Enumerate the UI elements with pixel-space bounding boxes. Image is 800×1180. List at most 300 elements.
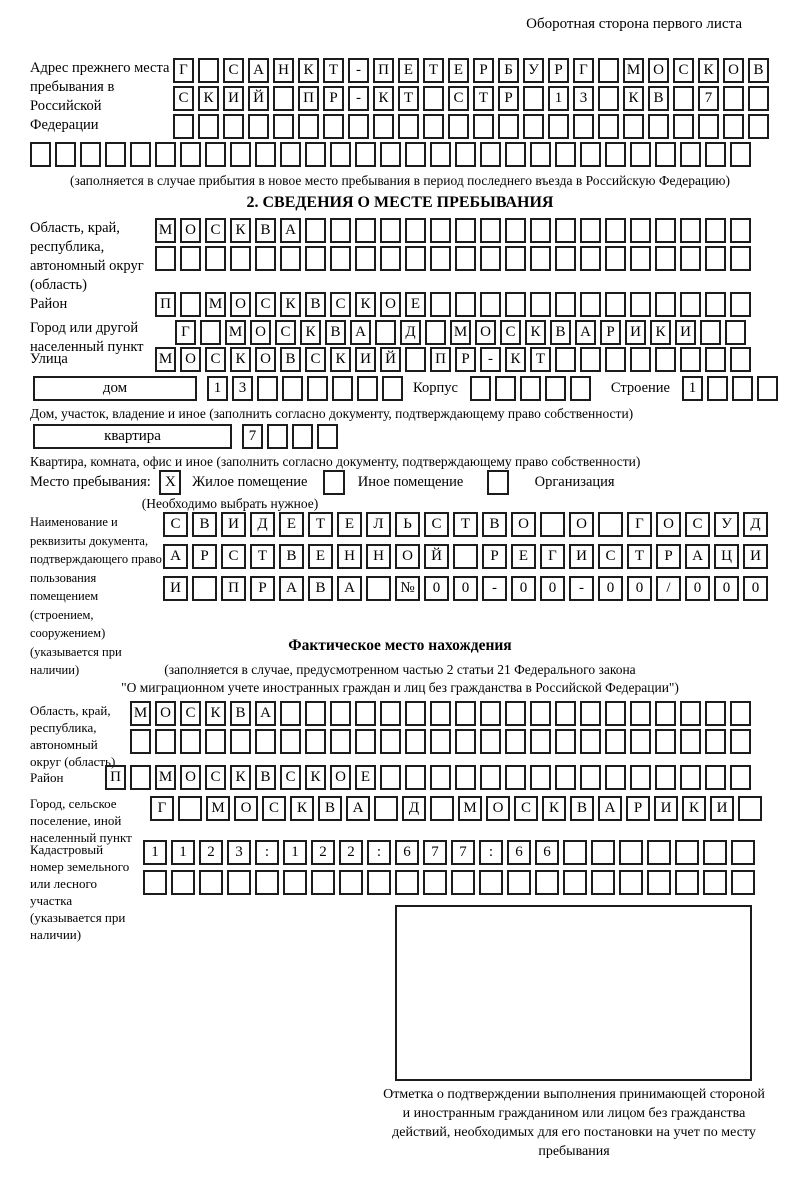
char-cell: В <box>305 292 326 317</box>
char-cell: К <box>650 320 671 345</box>
char-cell <box>730 347 751 372</box>
char-cell: К <box>542 796 566 821</box>
char-cell: М <box>130 701 151 726</box>
char-cell: В <box>255 765 276 790</box>
char-cell <box>675 870 699 895</box>
char-cell: А <box>685 544 710 569</box>
char-cell: 0 <box>714 576 739 601</box>
char-cell <box>375 320 396 345</box>
char-cell: О <box>723 58 744 83</box>
cadastral-rows <box>143 840 759 900</box>
char-cell: У <box>714 512 739 537</box>
char-cell <box>623 114 644 139</box>
char-cell: М <box>225 320 246 345</box>
confirmation-caption: Отметка о подтверждении выполнения принимающей стороной и иностранным гражданином или лицом без гражданства действий, необходимых для его постановки на учет по месту пребывания <box>383 1087 765 1159</box>
char-cell: А <box>279 576 304 601</box>
char-cell: К <box>698 58 719 83</box>
char-cell <box>257 376 278 401</box>
char-cell: О <box>155 701 176 726</box>
char-cell: В <box>748 58 769 83</box>
char-cell <box>317 424 338 449</box>
char-cell: А <box>598 796 622 821</box>
char-cell: П <box>430 347 451 372</box>
actual-note-2: "О миграционном учете иностранных граждан и лиц без гражданства в Российской Федерации") <box>121 680 679 695</box>
char-cell <box>655 292 676 317</box>
char-cell <box>505 218 526 243</box>
char-cell <box>580 701 601 726</box>
char-cell: Т <box>453 512 478 537</box>
char-row <box>155 246 755 271</box>
char-cell <box>255 142 276 167</box>
char-cell <box>367 870 391 895</box>
korpus-label: Корпус <box>413 380 458 396</box>
char-cell <box>530 701 551 726</box>
char-cell <box>480 701 501 726</box>
char-cell: С <box>598 544 623 569</box>
district-label: Район <box>30 296 68 312</box>
char-cell: Г <box>627 512 652 537</box>
char-cell <box>305 246 326 271</box>
char-cell <box>255 729 276 754</box>
char-cell: 7 <box>451 840 475 865</box>
char-cell <box>655 218 676 243</box>
char-cell <box>395 870 419 895</box>
char-cell <box>703 870 727 895</box>
char-cell <box>580 765 601 790</box>
char-cell <box>630 292 651 317</box>
char-cell <box>495 376 516 401</box>
char-cell: М <box>623 58 644 83</box>
region-rows <box>155 218 755 274</box>
char-cell <box>255 870 279 895</box>
char-cell <box>605 246 626 271</box>
char-cell: Н <box>273 58 294 83</box>
char-cell: К <box>198 86 219 111</box>
char-cell <box>555 347 576 372</box>
char-cell <box>630 246 651 271</box>
char-cell <box>398 114 419 139</box>
char-cell: Е <box>337 512 362 537</box>
header-note: Оборотная сторона первого листа <box>526 16 742 32</box>
char-cell <box>282 376 303 401</box>
char-cell <box>405 218 426 243</box>
char-cell <box>705 701 726 726</box>
char-cell <box>205 729 226 754</box>
char-cell <box>348 114 369 139</box>
char-cell: - <box>480 347 501 372</box>
char-cell: Е <box>355 765 376 790</box>
char-row <box>173 58 773 83</box>
char-cell: : <box>367 840 391 865</box>
char-cell <box>505 765 526 790</box>
char-cell <box>143 870 167 895</box>
char-cell <box>380 142 401 167</box>
char-cell: И <box>654 796 678 821</box>
char-cell <box>430 796 454 821</box>
char-cell <box>330 142 351 167</box>
char-cell: М <box>450 320 471 345</box>
char-cell <box>630 701 651 726</box>
char-cell: А <box>337 576 362 601</box>
char-cell: И <box>743 544 768 569</box>
char-cell: С <box>221 544 246 569</box>
char-row <box>30 142 800 167</box>
char-cell <box>455 218 476 243</box>
char-cell <box>655 142 676 167</box>
char-cell: Е <box>511 544 536 569</box>
char-row <box>207 376 407 401</box>
char-cell: Д <box>743 512 768 537</box>
house-box-label: дом <box>33 376 197 401</box>
char-cell: В <box>318 796 342 821</box>
char-cell <box>80 142 101 167</box>
char-cell <box>707 376 728 401</box>
char-cell: В <box>230 701 251 726</box>
char-cell: К <box>330 347 351 372</box>
char-cell <box>280 142 301 167</box>
char-cell <box>505 701 526 726</box>
char-cell <box>180 292 201 317</box>
char-cell: О <box>475 320 496 345</box>
char-cell: К <box>373 86 394 111</box>
char-cell <box>505 246 526 271</box>
char-cell: С <box>514 796 538 821</box>
apartment-note: Квартира, комната, офис и иное (заполнить согласно документу, подтверждающему право собственности) <box>30 454 641 469</box>
char-cell <box>130 729 151 754</box>
char-cell <box>292 424 313 449</box>
char-cell <box>605 292 626 317</box>
char-cell <box>725 320 746 345</box>
char-row <box>470 376 595 401</box>
confirmation-stamp-box <box>395 905 752 1081</box>
char-cell <box>673 114 694 139</box>
char-cell: О <box>380 292 401 317</box>
char-cell <box>305 218 326 243</box>
char-cell: Т <box>398 86 419 111</box>
char-cell <box>198 114 219 139</box>
char-cell: Е <box>398 58 419 83</box>
char-cell <box>598 86 619 111</box>
char-cell: Е <box>405 292 426 317</box>
char-row <box>682 376 782 401</box>
char-cell <box>423 86 444 111</box>
char-cell <box>453 544 478 569</box>
char-cell <box>598 58 619 83</box>
char-cell <box>563 840 587 865</box>
char-cell <box>455 765 476 790</box>
char-cell <box>680 347 701 372</box>
char-cell: К <box>280 292 301 317</box>
char-cell: Е <box>448 58 469 83</box>
char-cell: К <box>525 320 546 345</box>
char-cell <box>680 765 701 790</box>
char-cell: О <box>395 544 420 569</box>
char-cell <box>311 870 335 895</box>
char-cell <box>448 114 469 139</box>
char-cell: 0 <box>685 576 710 601</box>
char-cell: О <box>486 796 510 821</box>
char-cell <box>430 701 451 726</box>
char-cell: П <box>298 86 319 111</box>
char-row <box>143 840 759 865</box>
char-cell <box>605 218 626 243</box>
char-cell <box>455 292 476 317</box>
char-cell <box>198 58 219 83</box>
char-cell: В <box>279 544 304 569</box>
char-cell <box>748 86 769 111</box>
char-cell: С <box>673 58 694 83</box>
char-cell: К <box>305 765 326 790</box>
char-cell: 3 <box>573 86 594 111</box>
char-cell <box>105 142 126 167</box>
char-cell <box>455 142 476 167</box>
char-cell: 0 <box>511 576 536 601</box>
char-cell <box>730 142 751 167</box>
char-cell <box>473 114 494 139</box>
char-cell <box>380 701 401 726</box>
char-cell <box>355 142 376 167</box>
char-row <box>163 544 772 569</box>
char-cell <box>498 114 519 139</box>
char-cell <box>280 701 301 726</box>
char-cell: О <box>180 218 201 243</box>
char-cell: Б <box>498 58 519 83</box>
char-cell: В <box>308 576 333 601</box>
char-cell <box>530 292 551 317</box>
char-cell: М <box>155 347 176 372</box>
char-cell: 1 <box>171 840 195 865</box>
actual-district-label: Район <box>30 770 64 785</box>
char-cell: Й <box>424 544 449 569</box>
char-cell <box>339 870 363 895</box>
char-cell <box>173 114 194 139</box>
char-cell <box>731 840 755 865</box>
char-cell: О <box>234 796 258 821</box>
char-cell: Т <box>323 58 344 83</box>
char-cell <box>605 347 626 372</box>
char-cell: М <box>458 796 482 821</box>
char-cell: О <box>230 292 251 317</box>
char-cell <box>430 142 451 167</box>
char-cell <box>705 218 726 243</box>
char-cell <box>655 347 676 372</box>
char-cell: Г <box>540 544 565 569</box>
char-cell: 1 <box>283 840 307 865</box>
char-cell: И <box>625 320 646 345</box>
char-cell <box>480 729 501 754</box>
document-label: Наименование и реквизиты документа, подтверждающего право пользования помещением (строением, сооружением) (указывается при наличии) <box>30 515 162 677</box>
char-cell: С <box>173 86 194 111</box>
char-cell: П <box>155 292 176 317</box>
actual-region-rows <box>130 701 755 757</box>
stay-type-note: (Необходимо выбрать нужное) <box>141 496 319 511</box>
char-cell: К <box>205 701 226 726</box>
char-cell <box>730 765 751 790</box>
char-cell <box>230 142 251 167</box>
char-cell <box>305 701 326 726</box>
char-cell <box>205 142 226 167</box>
char-cell <box>698 114 719 139</box>
char-cell <box>405 142 426 167</box>
field-region <box>0 218 800 293</box>
street-rows <box>155 347 755 375</box>
char-cell: В <box>255 218 276 243</box>
char-cell <box>730 701 751 726</box>
char-cell <box>423 114 444 139</box>
char-cell: С <box>180 701 201 726</box>
char-cell: И <box>163 576 188 601</box>
char-cell <box>205 246 226 271</box>
char-cell <box>405 347 426 372</box>
char-cell <box>535 870 559 895</box>
char-cell <box>505 142 526 167</box>
char-cell: Р <box>192 544 217 569</box>
char-cell: 6 <box>535 840 559 865</box>
char-cell <box>580 218 601 243</box>
char-cell: К <box>298 58 319 83</box>
char-cell <box>555 701 576 726</box>
char-cell <box>731 870 755 895</box>
char-cell: 0 <box>424 576 449 601</box>
char-cell: 1 <box>682 376 703 401</box>
char-row <box>143 870 759 895</box>
char-cell <box>380 729 401 754</box>
char-cell <box>357 376 378 401</box>
char-cell <box>675 840 699 865</box>
char-cell <box>555 292 576 317</box>
char-cell <box>480 218 501 243</box>
char-cell <box>374 796 398 821</box>
char-cell <box>223 114 244 139</box>
char-cell: М <box>206 796 230 821</box>
char-cell: Т <box>627 544 652 569</box>
char-cell: С <box>685 512 710 537</box>
char-cell <box>655 729 676 754</box>
char-cell: 7 <box>698 86 719 111</box>
checkbox-other-premises <box>323 470 345 495</box>
char-cell <box>505 292 526 317</box>
char-cell: Т <box>530 347 551 372</box>
char-cell: Г <box>573 58 594 83</box>
char-cell: Н <box>337 544 362 569</box>
char-cell <box>230 729 251 754</box>
char-cell <box>505 729 526 754</box>
char-cell: Р <box>323 86 344 111</box>
char-cell: В <box>482 512 507 537</box>
char-cell: И <box>675 320 696 345</box>
char-cell <box>605 142 626 167</box>
char-cell <box>480 765 501 790</box>
char-cell: С <box>448 86 469 111</box>
char-cell: Г <box>173 58 194 83</box>
char-cell: С <box>262 796 286 821</box>
prev-address-note: (заполняется в случае прибытия в новое место пребывания в период последнего въезда в Российскую Федерацию) <box>69 173 731 188</box>
char-cell: О <box>648 58 669 83</box>
char-cell: 0 <box>627 576 652 601</box>
char-cell <box>480 246 501 271</box>
char-cell <box>405 765 426 790</box>
char-row <box>163 576 772 601</box>
char-cell: С <box>305 347 326 372</box>
char-cell <box>455 246 476 271</box>
char-cell: Й <box>380 347 401 372</box>
char-cell <box>630 218 651 243</box>
char-cell <box>680 218 701 243</box>
char-cell <box>732 376 753 401</box>
char-cell: 3 <box>232 376 253 401</box>
char-cell <box>619 870 643 895</box>
char-cell <box>748 114 769 139</box>
char-cell <box>455 729 476 754</box>
char-cell: Ц <box>714 544 739 569</box>
char-cell <box>298 114 319 139</box>
char-row <box>130 729 755 754</box>
char-cell <box>703 840 727 865</box>
apartment-row <box>33 424 800 452</box>
region-label: Область, край, республика, автономный округ (область) <box>30 220 144 293</box>
char-cell <box>730 218 751 243</box>
char-cell: 0 <box>598 576 623 601</box>
char-cell: Д <box>250 512 275 537</box>
char-cell <box>430 246 451 271</box>
char-cell: С <box>280 765 301 790</box>
option-other-premises-label: Иное помещение <box>357 474 464 490</box>
char-cell <box>605 765 626 790</box>
char-cell <box>530 218 551 243</box>
field-cadastral <box>0 840 800 942</box>
char-cell: 3 <box>227 840 251 865</box>
char-cell <box>380 246 401 271</box>
document-rows <box>163 512 772 608</box>
char-cell <box>530 729 551 754</box>
char-cell <box>680 142 701 167</box>
char-cell: А <box>350 320 371 345</box>
char-cell: 2 <box>199 840 223 865</box>
char-cell: 0 <box>453 576 478 601</box>
char-cell <box>523 114 544 139</box>
char-cell: Р <box>473 58 494 83</box>
char-cell: У <box>523 58 544 83</box>
char-cell <box>230 246 251 271</box>
char-cell <box>705 765 726 790</box>
char-cell <box>227 870 251 895</box>
char-cell <box>757 376 778 401</box>
char-cell: Р <box>250 576 275 601</box>
char-cell: В <box>280 347 301 372</box>
char-cell <box>570 376 591 401</box>
house-note: Дом, участок, владение и иное (заполнить согласно документу, подтверждающему право собственности) <box>30 406 634 421</box>
char-cell: В <box>192 512 217 537</box>
char-cell <box>700 320 721 345</box>
char-cell: М <box>205 292 226 317</box>
char-cell <box>330 701 351 726</box>
char-cell <box>171 870 195 895</box>
char-cell <box>405 246 426 271</box>
char-cell <box>680 701 701 726</box>
char-cell <box>307 376 328 401</box>
prev-address-label: Адрес прежнего места пребывания в Российской Федерации <box>30 60 170 133</box>
stay-type-row <box>30 470 800 495</box>
char-cell <box>591 870 615 895</box>
char-row <box>155 218 755 243</box>
char-cell: Ь <box>395 512 420 537</box>
char-cell <box>30 142 51 167</box>
option-residential-label: Жилое помещение <box>192 474 308 490</box>
char-cell: К <box>290 796 314 821</box>
field-actual-region <box>0 701 800 769</box>
char-cell: Е <box>279 512 304 537</box>
char-cell <box>555 218 576 243</box>
